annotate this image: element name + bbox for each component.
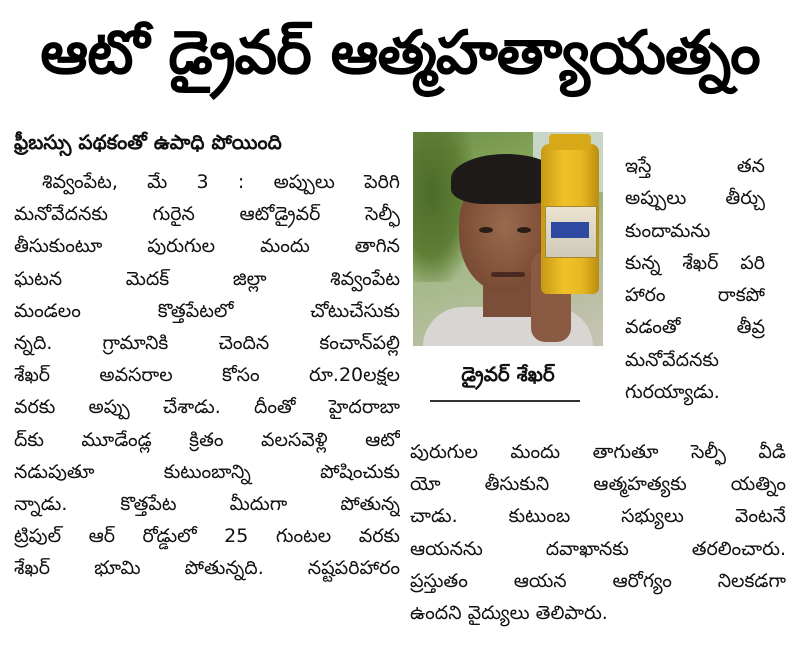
body-line: ఉందని వైద్యులు తెలిపారు. <box>410 601 608 624</box>
body-line: ఘటన మెదక్ జిల్లా శివ్వంపేట <box>14 267 400 290</box>
bottle-label-logo <box>551 222 589 238</box>
body-line: వరకు అప్పు చేశాడు. దీంతో హైదరాబా <box>14 396 400 419</box>
caption-divider <box>430 400 580 402</box>
body-line: యో తీసుకుని ఆత్మహత్యకు యత్నిం <box>410 473 786 496</box>
body-line: న్నాడు. కొత్తపేట మీదుగా పోతున్న <box>14 492 400 515</box>
body-line: ప్రస్తుతం ఆయన ఆరోగ్యం నిలకడగా <box>410 569 786 592</box>
right-column <box>625 150 765 410</box>
body-line: ద్‌కు మూడేండ్ల క్రితం వలసవెళ్లి ఆటో <box>14 428 400 451</box>
body-line: గురయ్యాడు. <box>625 381 720 404</box>
photo-caption: డ్రైవర్ శేఖర్ <box>461 361 555 386</box>
body-line: శేఖర్ భూమి పోతున్నది. నష్టపరిహారం <box>14 557 400 580</box>
body-line: ట్రిపుల్ ఆర్ రోడ్డులో 25 గుంటల వరకు <box>14 525 400 548</box>
bottle-cap <box>549 134 591 150</box>
body-line: హారం రాకపో <box>625 284 765 307</box>
body-line: మనోవేదనకు <box>625 348 719 371</box>
photo-mouth <box>491 272 525 277</box>
body-line: అప్పులు తీర్చు <box>625 187 765 210</box>
body-line: చాడు. కుటుంబ సభ్యులు వెంటనే <box>410 505 786 528</box>
body-line: న్నది. గ్రామానికి చెందిన కంచాన్‌పల్లి <box>14 331 400 354</box>
subheading: ఫ్రీబస్సు పథకంతో ఉపాధి పోయింది <box>14 130 282 154</box>
body-line: మండలం కొత్తపేటలో చోటుచేసుకు <box>14 299 400 322</box>
bottom-column <box>410 436 786 636</box>
body-line: పురుగుల మందు తాగుతూ సెల్ఫీ వీడి <box>410 441 786 463</box>
body-line: కున్న శేఖర్ పరి <box>625 251 765 274</box>
body-line: కుందామను <box>625 219 711 242</box>
driver-photo <box>413 132 603 346</box>
body-line: శేఖర్ అవసరాల కోసం రూ.20లక్షల <box>14 364 400 387</box>
photo-eye <box>517 227 531 233</box>
left-column <box>14 166 400 646</box>
photo-eye <box>479 227 493 233</box>
body-line: తీసుకుంటూ పురుగుల మందు తాగిన <box>14 235 400 258</box>
body-line: శివ్వంపేట, మే 3 : అప్పులు పెరిగి <box>42 171 400 193</box>
body-line: వడంతో తీవ్ర <box>625 316 765 339</box>
body-line: నడుపుతూ కుటుంబాన్ని పోషించుకు <box>14 460 400 483</box>
body-line: ఆయనను దవాఖానకు తరలించారు. <box>410 537 786 560</box>
body-line: ఇస్తే తన <box>625 155 765 177</box>
body-line: మనోవేదనకు గురైన ఆటోడ్రైవర్ సెల్ఫీ <box>14 203 400 226</box>
headline: ఆటో డ్రైవర్ ఆత్మహత్యాయత్నం <box>40 18 760 88</box>
